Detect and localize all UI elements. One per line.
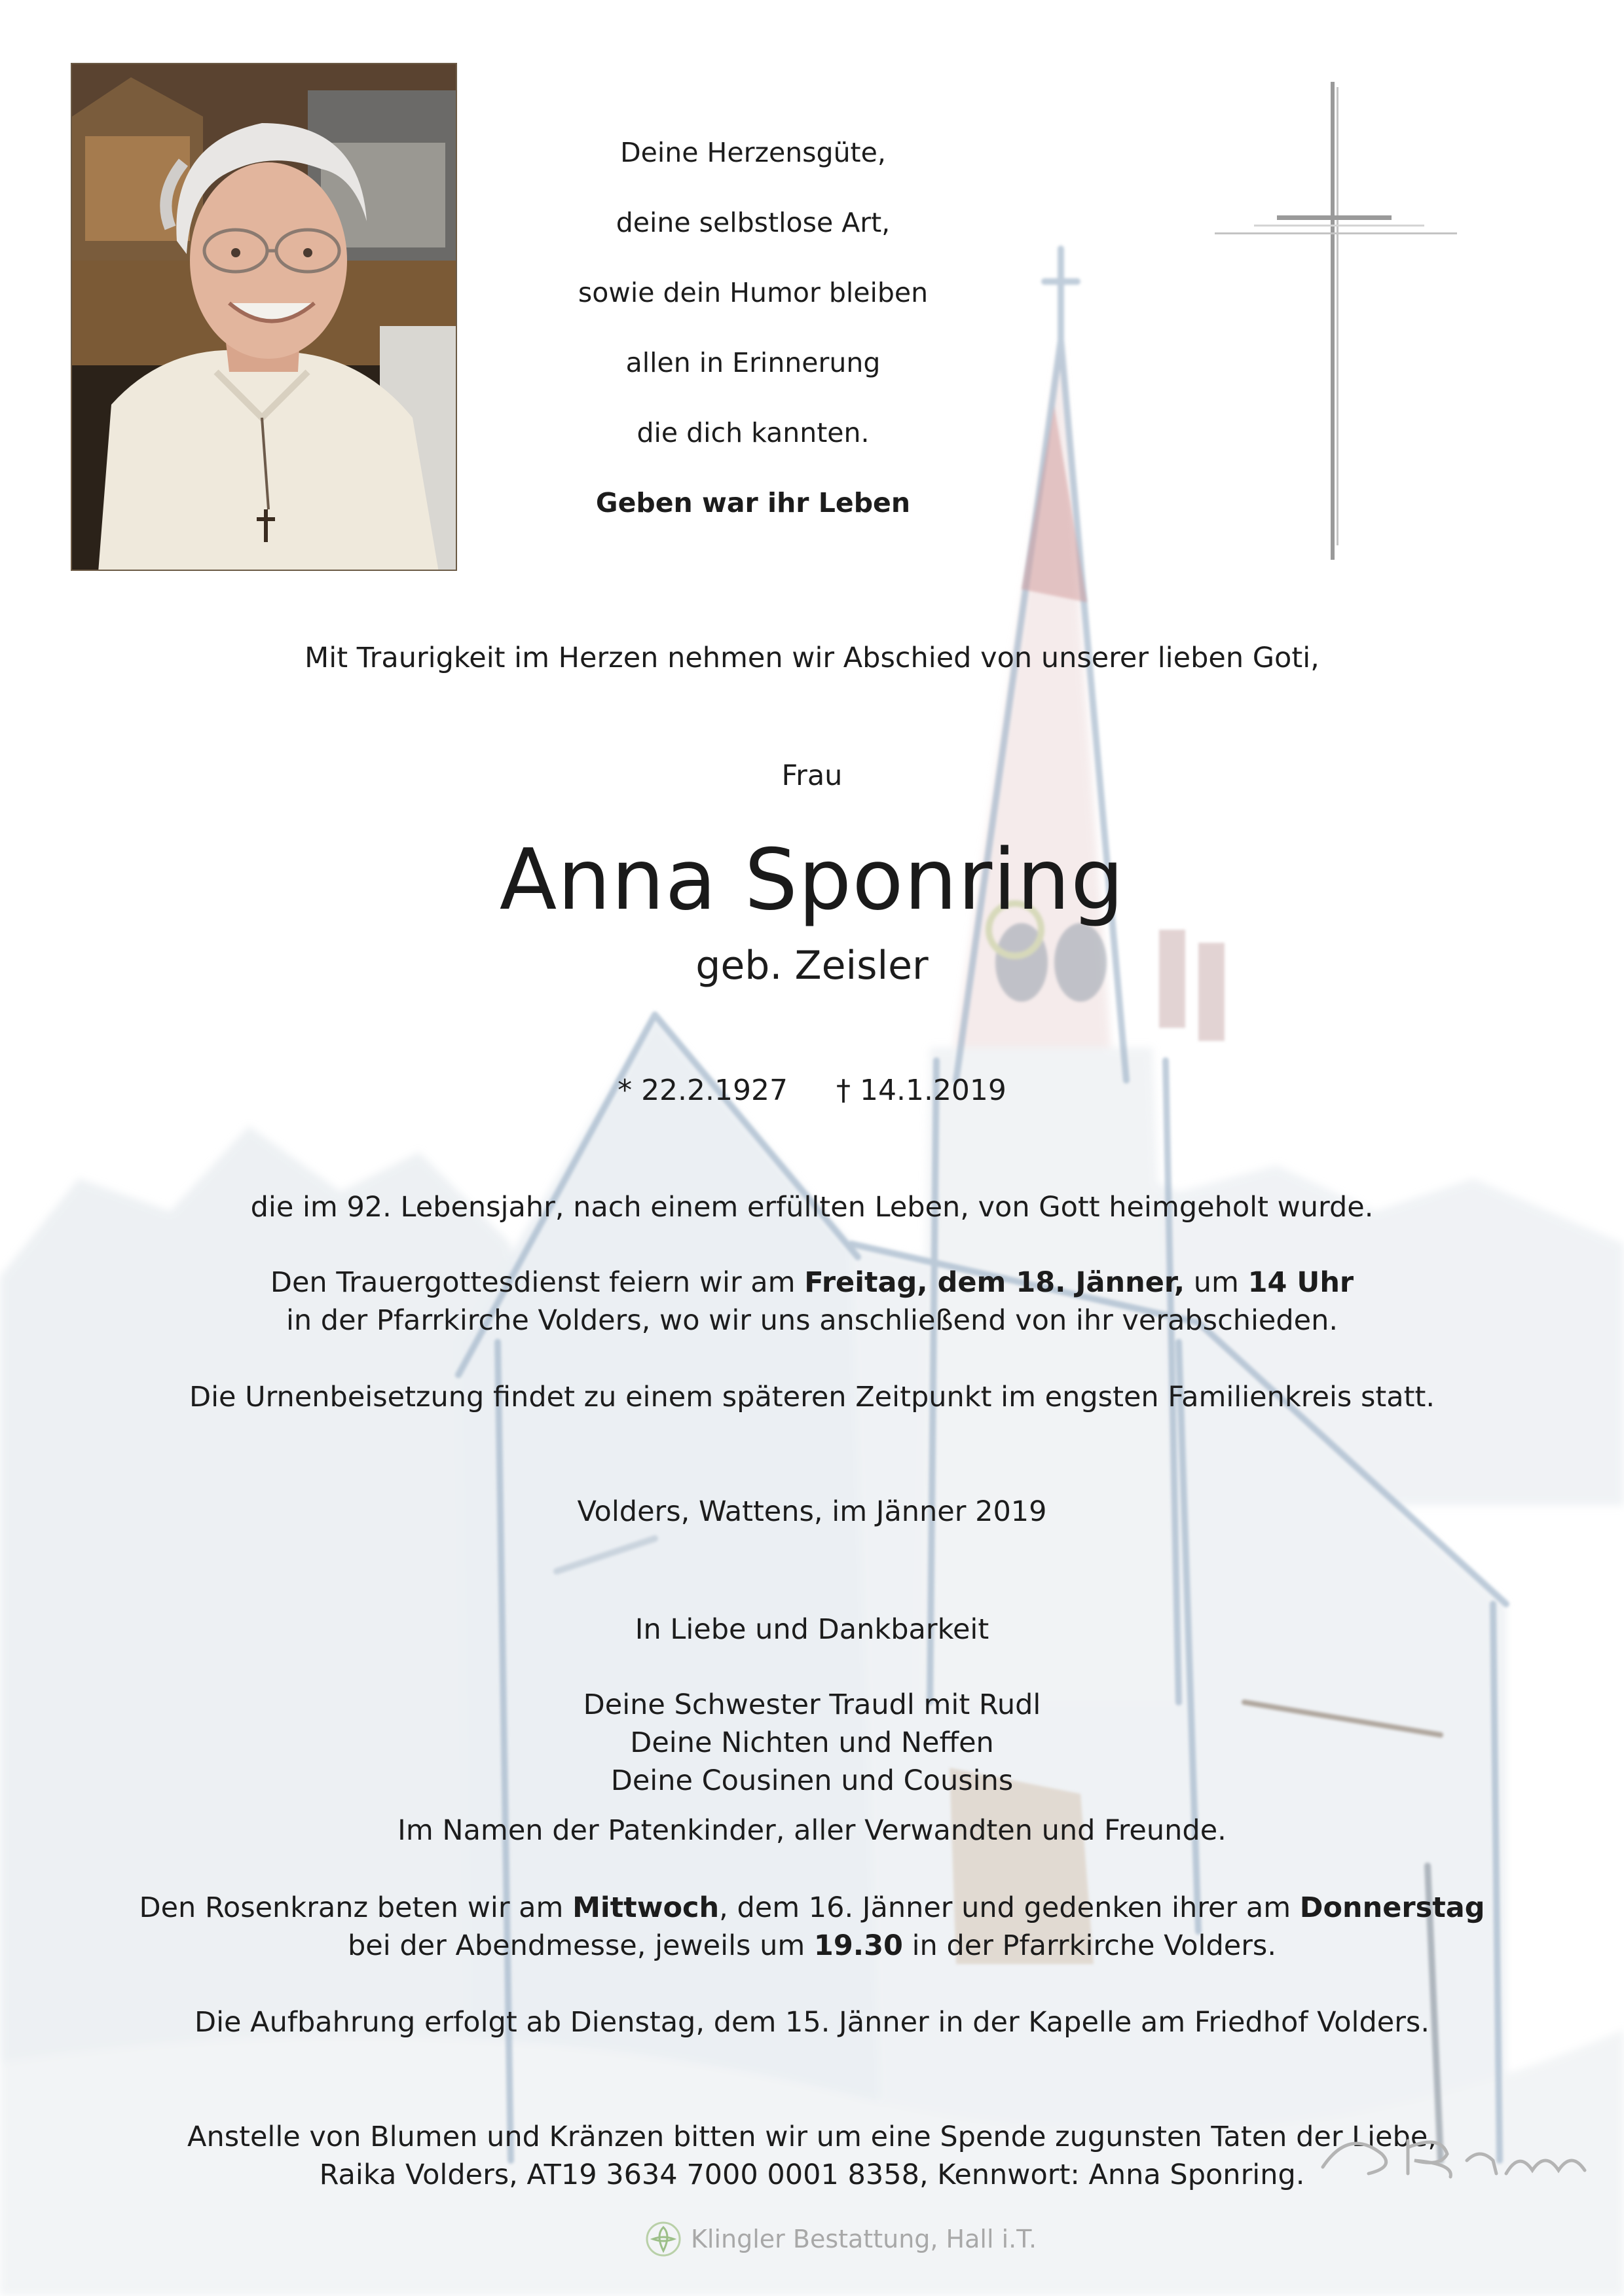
donation-line-1: Anstelle von Blumen und Kränzen bitten wir um eine Spende zugunsten Taten der Liebe, <box>187 2121 1437 2153</box>
artist-signature <box>1310 2115 1598 2187</box>
place-date: Volders, Wattens, im Jänner 2019 <box>577 1495 1047 1528</box>
service-line-2: in der Pfarrkirche Volders, wo wir uns anschließend von ihr verabschieden. <box>286 1304 1338 1337</box>
deceased-name: Anna Sponring <box>499 831 1125 929</box>
poem-line: sowie dein Humor bleiben <box>578 277 929 308</box>
rosary-line2-post: in der Pfarrkirche Volders. <box>902 1929 1277 1962</box>
rosary-day1: Mittwoch <box>572 1891 720 1924</box>
rosary-line2-pre: bei der Abendmesse, jeweils um <box>347 1929 814 1962</box>
rosary-mid: , dem 16. Jänner und gedenken ihrer am <box>719 1891 1300 1924</box>
viewing-text: Die Aufbahrung erfolgt ab Dienstag, dem 15. Jänner in der Kapelle am Friedhof Volders. <box>194 2006 1430 2039</box>
mourner-line: Deine Schwester Traudl mit Rudl <box>583 1688 1041 1721</box>
rosary-day2: Donnerstag <box>1299 1891 1485 1924</box>
rosary-time: 19.30 <box>813 1929 903 1962</box>
maiden-name: geb. Zeisler <box>695 943 929 989</box>
poem-closing: Geben war ihr Leben <box>595 487 911 519</box>
cross-icon <box>1215 82 1457 560</box>
leaf-logo-icon <box>645 2221 682 2257</box>
poem-line: deine selbstlose Art, <box>616 207 891 238</box>
mourners-list <box>0 1686 1624 1850</box>
service-line-1 <box>0 1264 1624 1302</box>
funeral-home-name: Klingler Bestattung, Hall i.T. <box>691 2225 1037 2253</box>
donation-line-2: Raika Volders, AT19 3634 7000 0001 8358, Kennwort: Anna Sponring. <box>319 2159 1305 2191</box>
mourner-line: Deine Nichten und Neffen <box>630 1726 994 1759</box>
portrait-photo <box>71 63 457 571</box>
intro-text: Mit Traurigkeit im Herzen nehmen wir Abschied von unserer lieben Goti, <box>304 642 1320 674</box>
service-mid: um <box>1185 1266 1248 1299</box>
service-text <box>0 1264 1624 1339</box>
age-text: die im 92. Lebensjahr, nach einem erfüllten Leben, von Gott heimgeholt wurde. <box>250 1191 1374 1224</box>
service-day: Freitag, dem 18. Jänner, <box>804 1266 1185 1299</box>
funeral-home-footer <box>645 2219 1037 2259</box>
on-behalf-text: Im Namen der Patenkinder, aller Verwandten und Freunde. <box>397 1814 1227 1847</box>
life-dates <box>0 1074 1624 1107</box>
rosary-line-1 <box>0 1889 1624 1927</box>
love-text: In Liebe und Dankbarkeit <box>635 1613 989 1646</box>
title-frau: Frau <box>781 759 843 792</box>
poem <box>524 118 982 538</box>
rosary-text <box>0 1889 1624 1965</box>
poem-line: die dich kannten. <box>637 417 870 448</box>
service-time: 14 Uhr <box>1247 1266 1354 1299</box>
mourner-line: Deine Cousinen und Cousins <box>610 1764 1014 1797</box>
rosary-pre: Den Rosenkranz beten wir am <box>139 1891 573 1924</box>
birth-date: * 22.2.1927 <box>618 1074 788 1107</box>
death-date: † 14.1.2019 <box>836 1074 1006 1107</box>
rosary-line-2 <box>0 1927 1624 1965</box>
poem-line: Deine Herzensgüte, <box>620 137 886 168</box>
service-pre: Den Trauergottesdienst feiern wir am <box>270 1266 805 1299</box>
poem-line: allen in Erinnerung <box>625 347 881 378</box>
urn-text: Die Urnenbeisetzung findet zu einem späteren Zeitpunkt im engsten Familienkreis statt. <box>189 1381 1435 1413</box>
